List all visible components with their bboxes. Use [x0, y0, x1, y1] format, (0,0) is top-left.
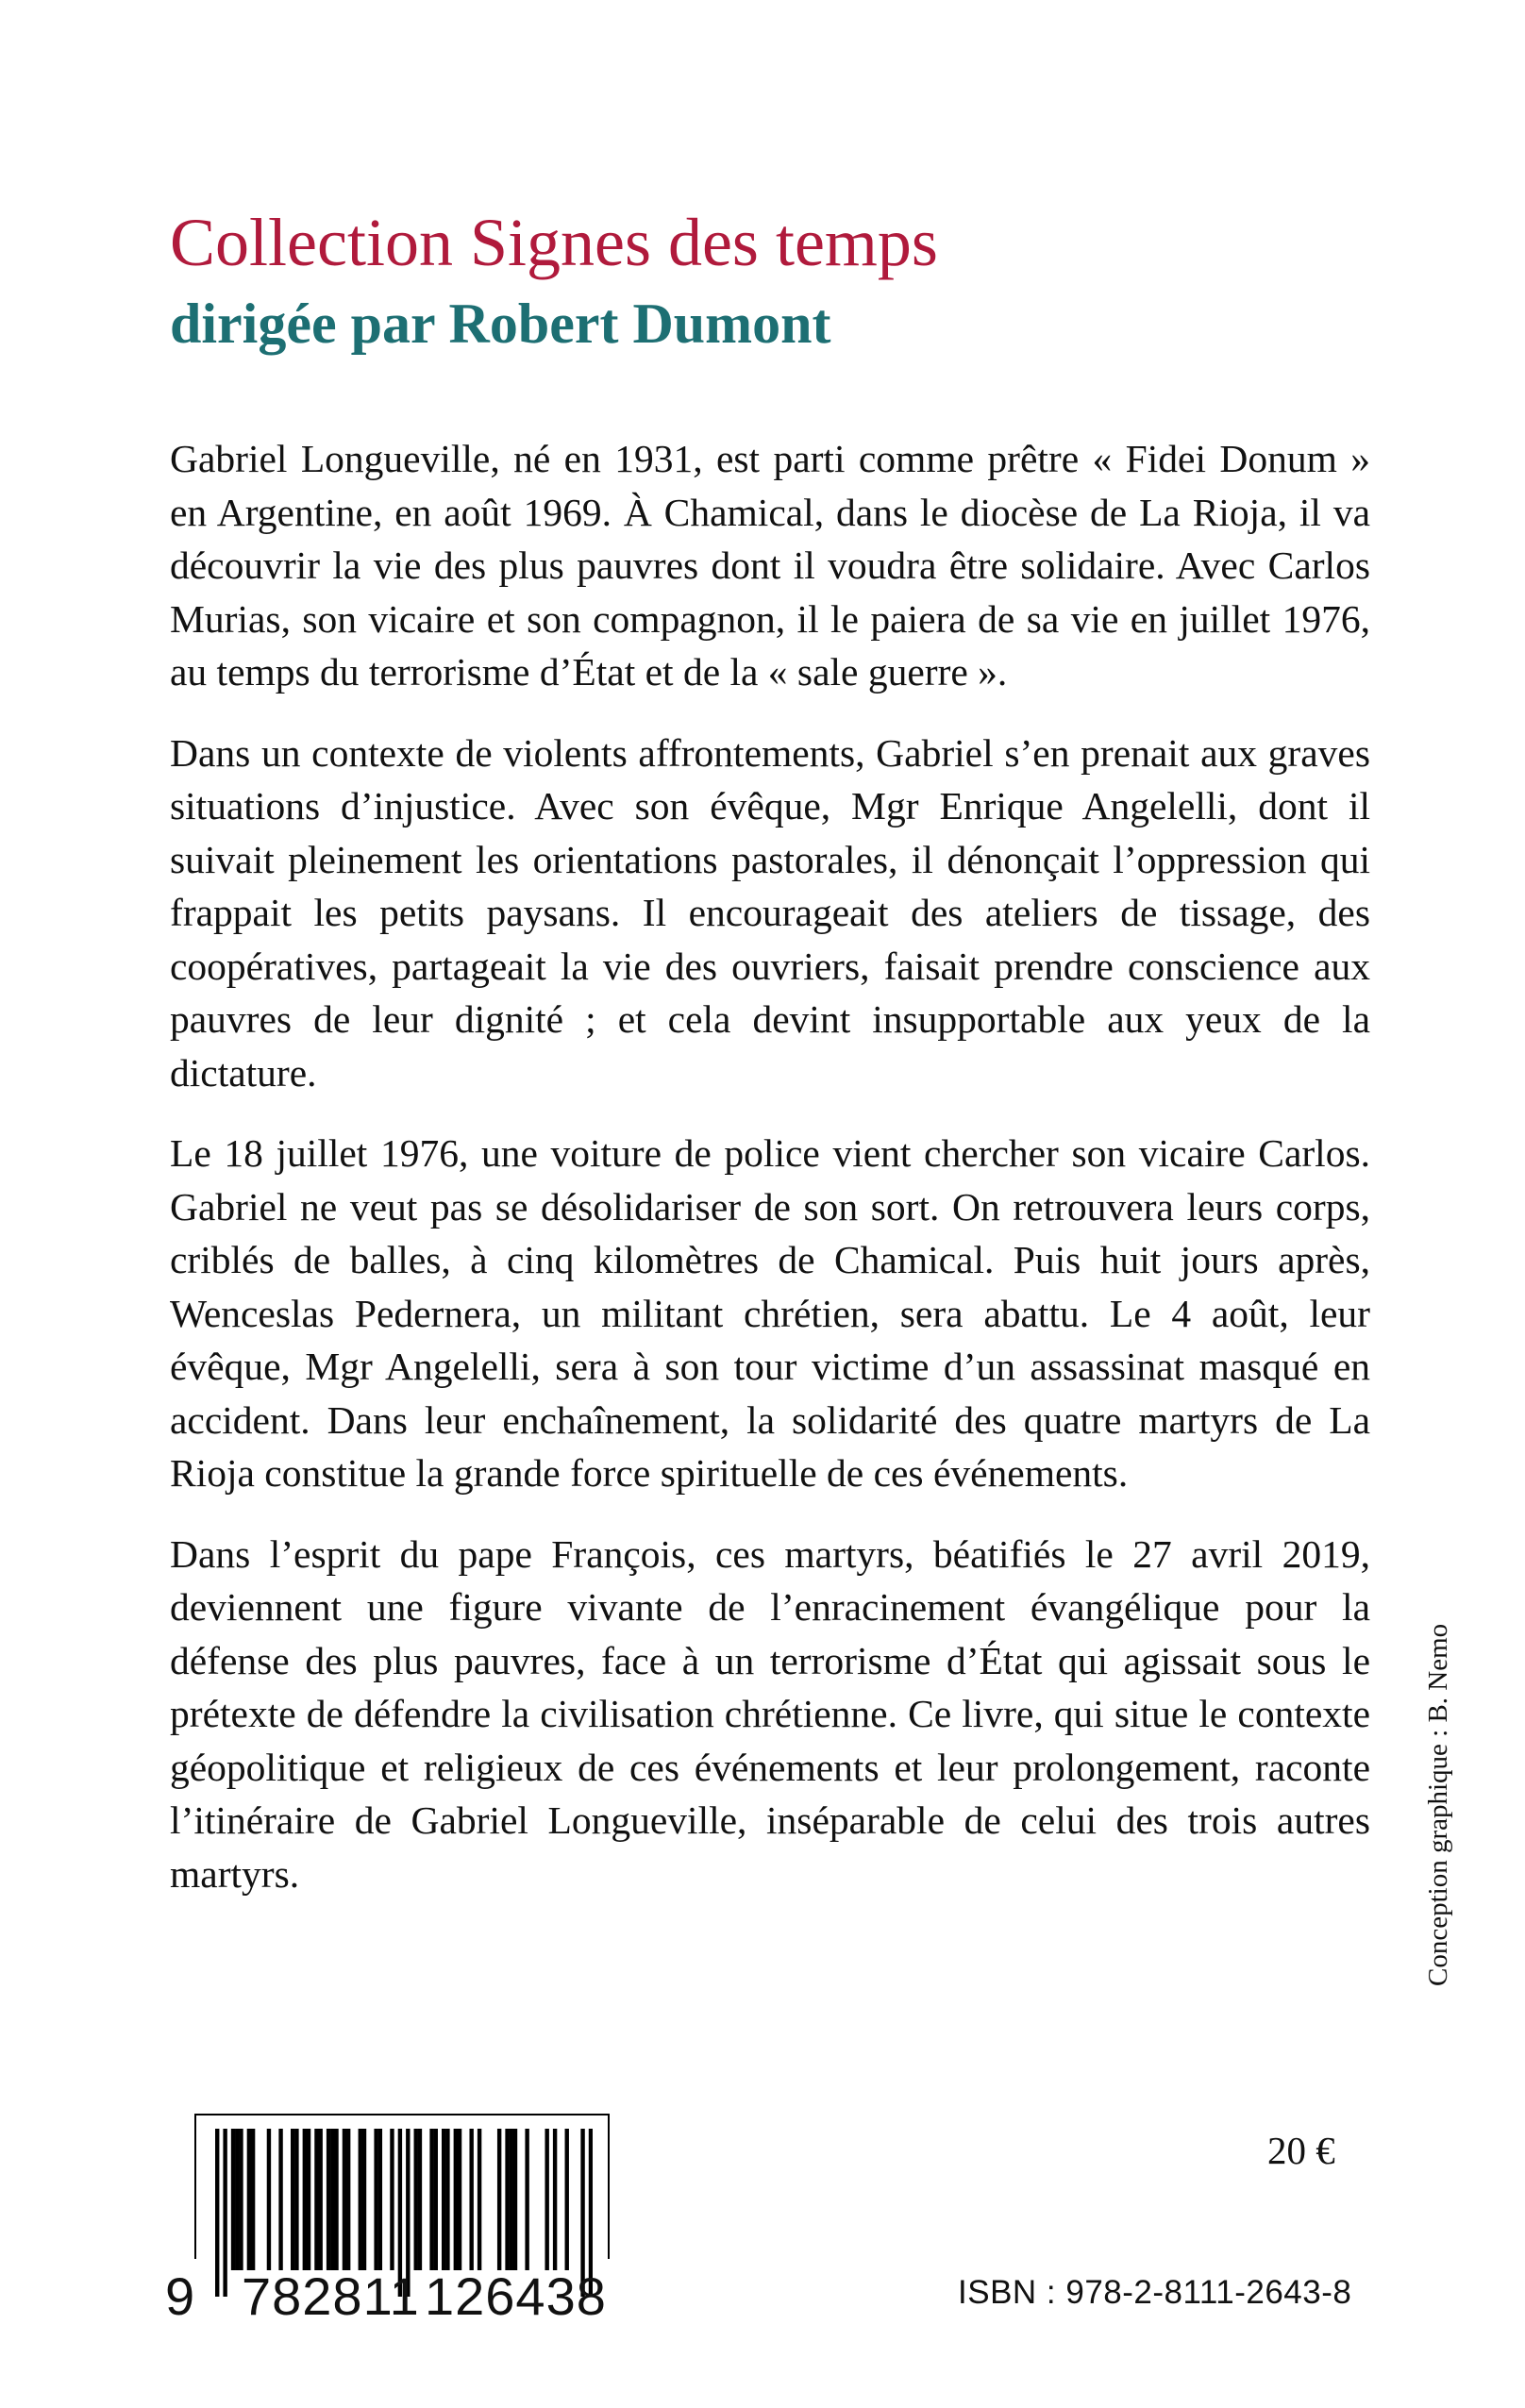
- barcode-bar: [247, 2129, 251, 2270]
- barcode-bar: [378, 2129, 382, 2270]
- barcode-bar: [545, 2129, 548, 2270]
- barcode-bar: [565, 2129, 569, 2270]
- barcode-bar: [374, 2129, 377, 2270]
- series-title: Collection Signes des temps: [170, 205, 938, 280]
- barcode-bar: [434, 2129, 438, 2270]
- barcode-bar: [510, 2129, 513, 2270]
- barcode-bar: [314, 2129, 318, 2270]
- barcode-bar: [442, 2129, 445, 2270]
- barcode-left-digits: 782811: [242, 2266, 420, 2326]
- barcode-bar: [478, 2129, 481, 2270]
- barcode-first-digit: 9: [165, 2266, 195, 2326]
- barcode-bar: [334, 2129, 338, 2270]
- barcode-bar: [454, 2129, 458, 2270]
- design-credit: Conception graphique : B. Nemo: [1423, 1623, 1453, 1986]
- blurb-paragraph: Dans un contexte de violents affrontements, Gabriel s’en prenait aux graves situations d’injustice. Avec son évêque, Mgr Enrique Angelelli, dont il suivait pleinement les orientations pastorales, il dénonçait l’oppression qui frappait les petits paysans. Il encourageait des ateliers de tissage, des coopératives, partageait la vie des ouvriers, faisait prendre conscience aux pauvres de leur dignité ; et cela devint insupportable aux yeux de la dictature.: [170, 730, 1370, 1095]
- barcode-bar: [251, 2129, 255, 2270]
- barcode-bar: [458, 2129, 461, 2270]
- barcode-bar: [469, 2129, 473, 2270]
- barcode-bar: [223, 2129, 226, 2297]
- barcode-bar: [318, 2129, 322, 2270]
- barcode-bar: [267, 2129, 271, 2270]
- barcode-bar: [278, 2129, 282, 2270]
- barcode-bar: [303, 2129, 307, 2270]
- barcode-right-digits: 126438: [425, 2266, 607, 2326]
- barcode-bar: [359, 2129, 362, 2270]
- barcode-bar: [362, 2129, 366, 2270]
- barcode-bar: [330, 2129, 334, 2270]
- barcode-bar: [239, 2129, 243, 2270]
- barcode-bar: [346, 2129, 350, 2270]
- barcode-bar: [294, 2129, 298, 2270]
- blurb-paragraph: Dans l’esprit du pape François, ces martyrs, béatifiés le 27 avril 2019, deviennent une figure vivante de l’enracinement évangélique pour la défense des plus pauvres, face à un terrorisme d’État qui agissait sous le prétexte de défendre la civilisation chrétienne. Ce livre, qui situe le contexte géopolitique et religieux de ces événements et leur prolongement, raconte l’itinéraire de Gabriel Longueville, inséparable de celui des trois autres martyrs.: [170, 1531, 1370, 1896]
- barcode-bar: [513, 2129, 517, 2270]
- series-director: dirigée par Robert Dumont: [170, 293, 831, 355]
- blurb-paragraph: Le 18 juillet 1976, une voiture de police vient chercher son vicaire Carlos. Gabriel ne veut pas se désolidariser de son sort. On retrouvera leurs corps, criblés de balles, à cinq kilomètres de Chamical. Puis huit jours après, Wenceslas Pedernera, un militant chrétien, sera abattu. Le 4 août, leur évêque, Mgr Angelelli, sera à son tour victime d’un assassinat masqué en accident. Dans leur enchaînement, la solidarité des quatre martyrs de La Rioja constitue la grande force spirituelle de ces événements.: [170, 1131, 1370, 1495]
- barcode-bar: [429, 2129, 433, 2270]
- barcode-bar: [553, 2129, 557, 2270]
- barcode-bar: [505, 2129, 509, 2270]
- isbn: ISBN : 978-2-8111-2643-8: [958, 2274, 1352, 2311]
- barcode-bar: [414, 2129, 418, 2270]
- barcode-bar: [525, 2129, 528, 2270]
- blurb: [170, 432, 1370, 1928]
- barcode-bar: [497, 2129, 501, 2270]
- barcode-bar: [231, 2129, 235, 2270]
- barcode-bar: [291, 2129, 294, 2270]
- barcode-bar: [390, 2129, 394, 2270]
- barcode-bar: [327, 2129, 330, 2270]
- blurb-paragraph: Gabriel Longueville, né en 1931, est parti comme prêtre « Fidei Donum » en Argentine, en août 1969. À Chamical, dans le diocèse de La Rioja, il va découvrir la vie des plus pauvres dont il voudra être solidaire. Avec Carlos Murias, son vicaire et son compagnon, il le paiera de sa vie en juillet 1976, au temps du terrorisme d’État et de la « sale guerre ».: [170, 437, 1370, 694]
- price: 20 €: [1267, 2129, 1335, 2172]
- barcode-bar: [235, 2129, 239, 2270]
- barcode-bar: [418, 2129, 422, 2270]
- barcode-bar: [343, 2129, 346, 2270]
- barcode-bar: [445, 2129, 449, 2270]
- barcode-bar: [215, 2129, 219, 2297]
- barcode-bar: [307, 2129, 310, 2270]
